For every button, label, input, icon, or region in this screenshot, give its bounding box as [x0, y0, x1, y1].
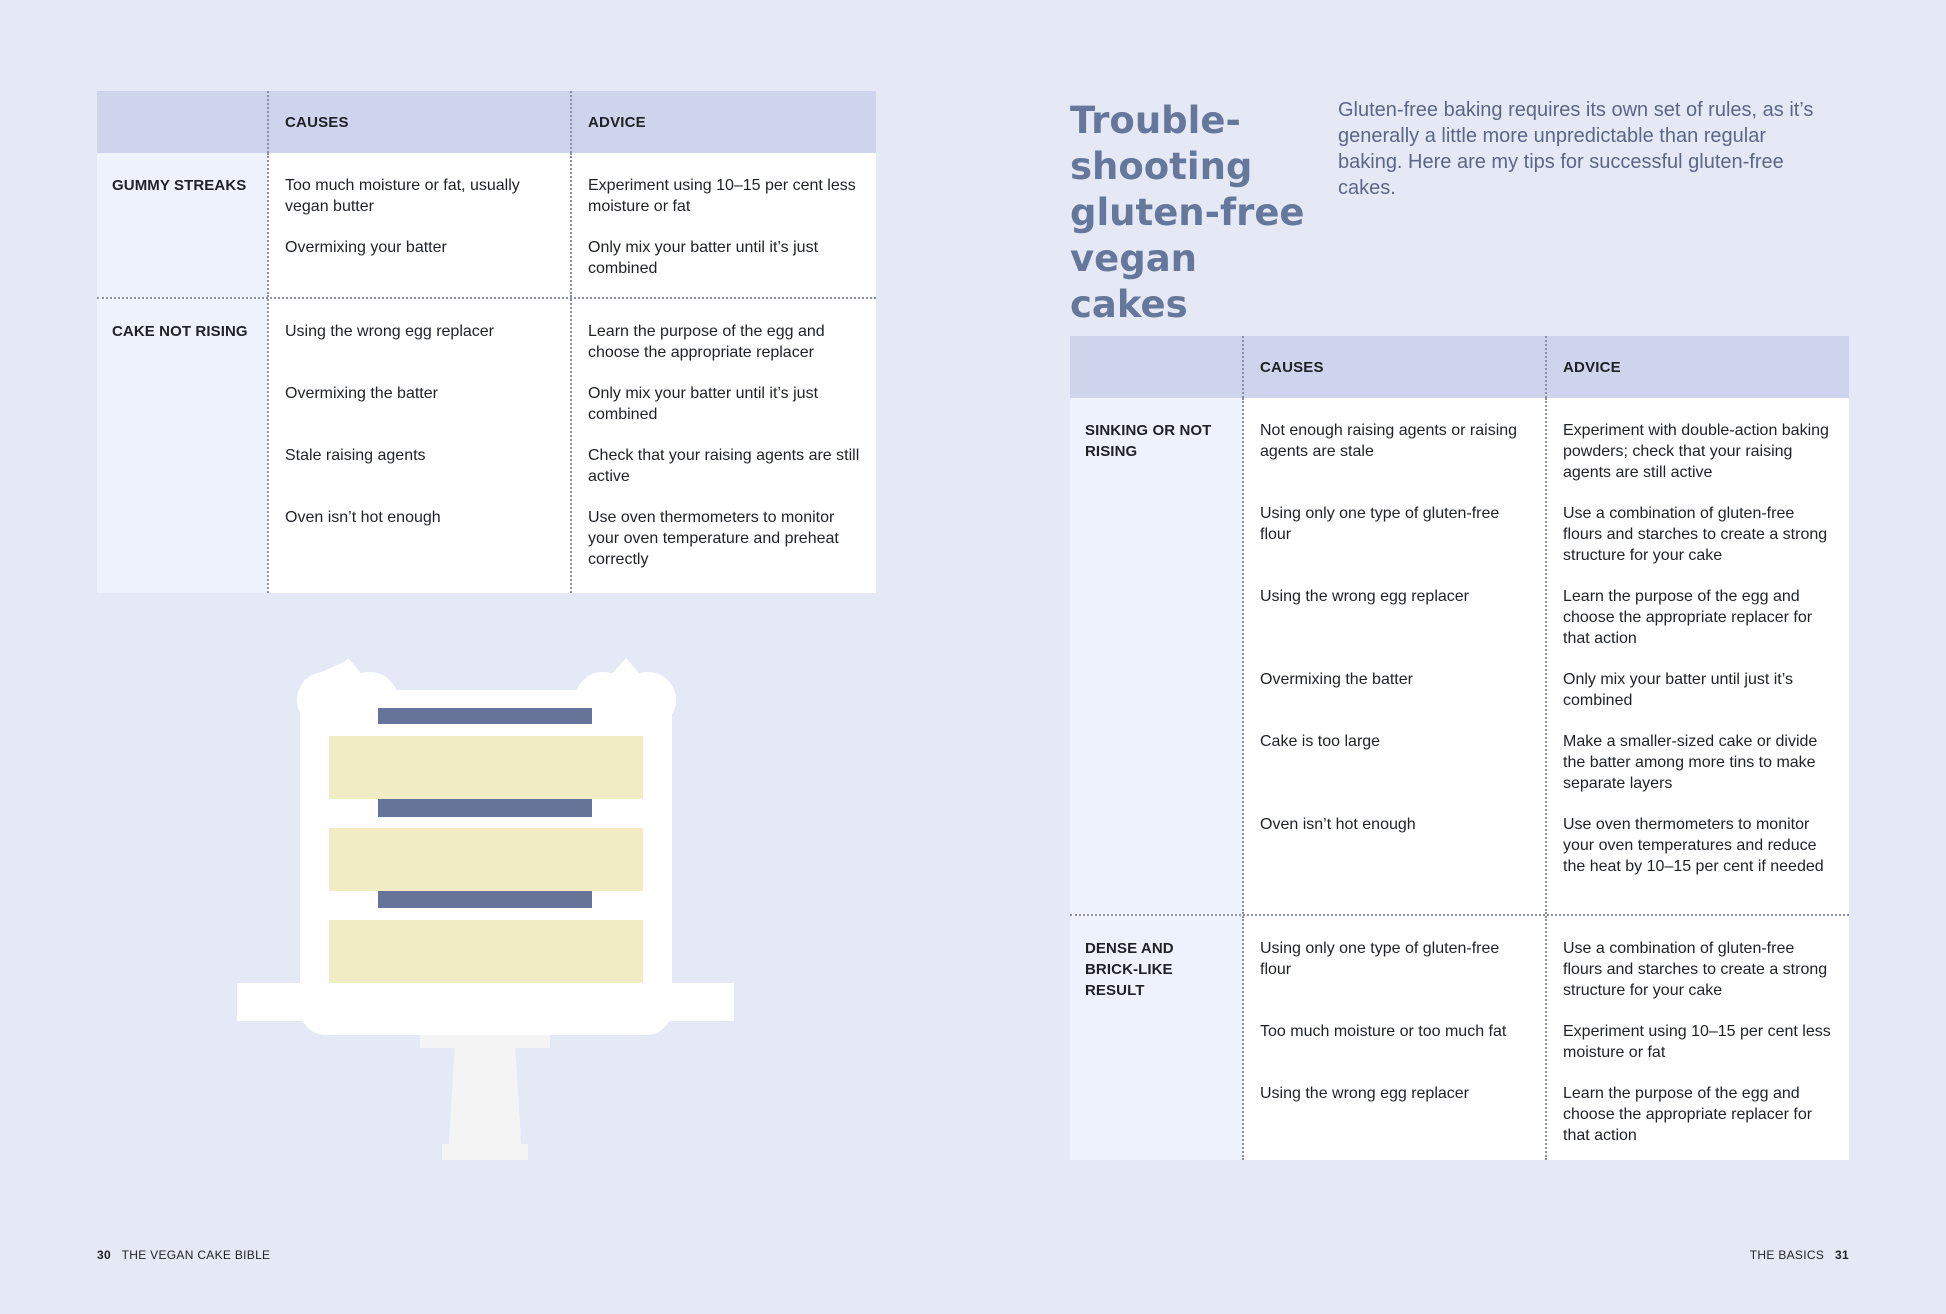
page-number-left: 30	[97, 1248, 111, 1262]
advice-cell: Use a combination of gluten-free flours and starches to create a strong structure for your cake	[1563, 940, 1828, 999]
group-label: SINKING OR NOT RISING	[1070, 398, 1242, 914]
header-cell-causes: CAUSES	[1242, 336, 1545, 398]
cause-cell: Using the wrong egg replacer	[1260, 1085, 1470, 1102]
section-intro: Gluten-free baking requires its own set of rules, as it’s generally a little more unpredictable than regular baking. Here are my tips for successful gluten-free cakes.	[1338, 99, 1814, 199]
layer-cake-on-stand-icon	[230, 650, 750, 1170]
advice-column	[1545, 916, 1849, 1160]
advice-column	[570, 153, 876, 297]
header-cell-empty	[1070, 336, 1242, 398]
table-header	[1070, 336, 1849, 398]
title-line: vegan cakes	[1070, 237, 1198, 326]
causes-column	[1242, 916, 1545, 1160]
cause-cell: Overmixing the batter	[285, 385, 438, 402]
advice-cell: Use oven thermometers to monitor your oven temperatures and reduce the heat by 10–15 per cent if needed	[1563, 816, 1824, 875]
header-cell-advice: ADVICE	[570, 91, 876, 153]
table-group-sinking-or-not-rising	[1070, 398, 1849, 916]
cause-cell: Using only one type of gluten-free flour	[1260, 940, 1500, 978]
chapter-title: THE BASICS	[1749, 1248, 1825, 1262]
cause-cell: Using the wrong egg replacer	[285, 323, 495, 340]
advice-cell: Use oven thermometers to monitor your oven temperature and preheat correctly	[588, 509, 839, 568]
cause-cell: Not enough raising agents or raising agents are stale	[1260, 422, 1518, 460]
advice-column	[570, 299, 876, 593]
troubleshooting-table-right	[1070, 336, 1849, 1160]
cause-cell: Using only one type of gluten-free flour	[1260, 505, 1500, 543]
page-number-right: 31	[1835, 1248, 1849, 1262]
group-label: CAKE NOT RISING	[97, 299, 267, 593]
advice-cell: Only mix your batter until it’s just combined	[588, 239, 819, 277]
causes-column	[267, 299, 570, 593]
cause-cell: Stale raising agents	[285, 447, 426, 464]
book-title: THE VEGAN CAKE BIBLE	[121, 1248, 271, 1262]
causes-column	[1242, 398, 1545, 914]
advice-cell: Check that your raising agents are still active	[588, 447, 860, 485]
advice-cell: Experiment using 10–15 per cent less moisture or fat	[588, 177, 856, 215]
title-line: gluten-free	[1070, 191, 1305, 234]
group-label: GUMMY STREAKS	[97, 153, 267, 297]
group-label: DENSE AND BRICK-LIKE RESULT	[1070, 916, 1242, 1160]
cause-cell: Too much moisture or too much fat	[1260, 1023, 1507, 1040]
advice-cell: Experiment with double-action baking powders; check that your raising agents are still active	[1563, 422, 1829, 481]
cause-cell: Overmixing the batter	[1260, 671, 1413, 688]
advice-cell: Experiment using 10–15 per cent less moisture or fat	[1563, 1023, 1831, 1061]
table-group-dense-and-brick-like	[1070, 916, 1849, 1160]
title-line: shooting	[1070, 145, 1253, 188]
table-header	[97, 91, 876, 153]
header-cell-causes: CAUSES	[267, 91, 570, 153]
advice-cell: Use a combination of gluten-free flours and starches to create a strong structure for your cake	[1563, 505, 1828, 564]
cause-cell: Too much moisture or fat, usually vegan butter	[285, 177, 520, 215]
footer-left	[97, 1248, 270, 1262]
cause-cell: Oven isn’t hot enough	[1260, 816, 1416, 833]
advice-cell: Learn the purpose of the egg and choose the appropriate replacer	[588, 323, 825, 361]
advice-cell: Only mix your batter until it’s just combined	[588, 385, 819, 423]
advice-cell: Learn the purpose of the egg and choose the appropriate replacer for that action	[1563, 588, 1813, 647]
cause-cell: Cake is too large	[1260, 733, 1381, 750]
footer-right	[1750, 1248, 1849, 1262]
advice-cell: Learn the purpose of the egg and choose the appropriate replacer for that action	[1563, 1085, 1813, 1144]
advice-column	[1545, 398, 1849, 914]
table-group-cake-not-rising	[97, 299, 876, 593]
advice-cell: Make a smaller-sized cake or divide the batter among more tins to make separate layers	[1563, 733, 1818, 792]
cause-cell: Oven isn’t hot enough	[285, 509, 441, 526]
cause-cell: Overmixing your batter	[285, 239, 447, 256]
title-line: Trouble-	[1070, 99, 1241, 142]
cause-cell: Using the wrong egg replacer	[1260, 588, 1470, 605]
advice-cell: Only mix your batter until just it’s combined	[1563, 671, 1794, 709]
header-cell-advice: ADVICE	[1545, 336, 1849, 398]
section-title	[1070, 98, 1320, 328]
causes-column	[267, 153, 570, 297]
header-cell-empty	[97, 91, 267, 153]
table-group-gummy-streaks	[97, 153, 876, 299]
troubleshooting-table-left	[97, 91, 876, 593]
